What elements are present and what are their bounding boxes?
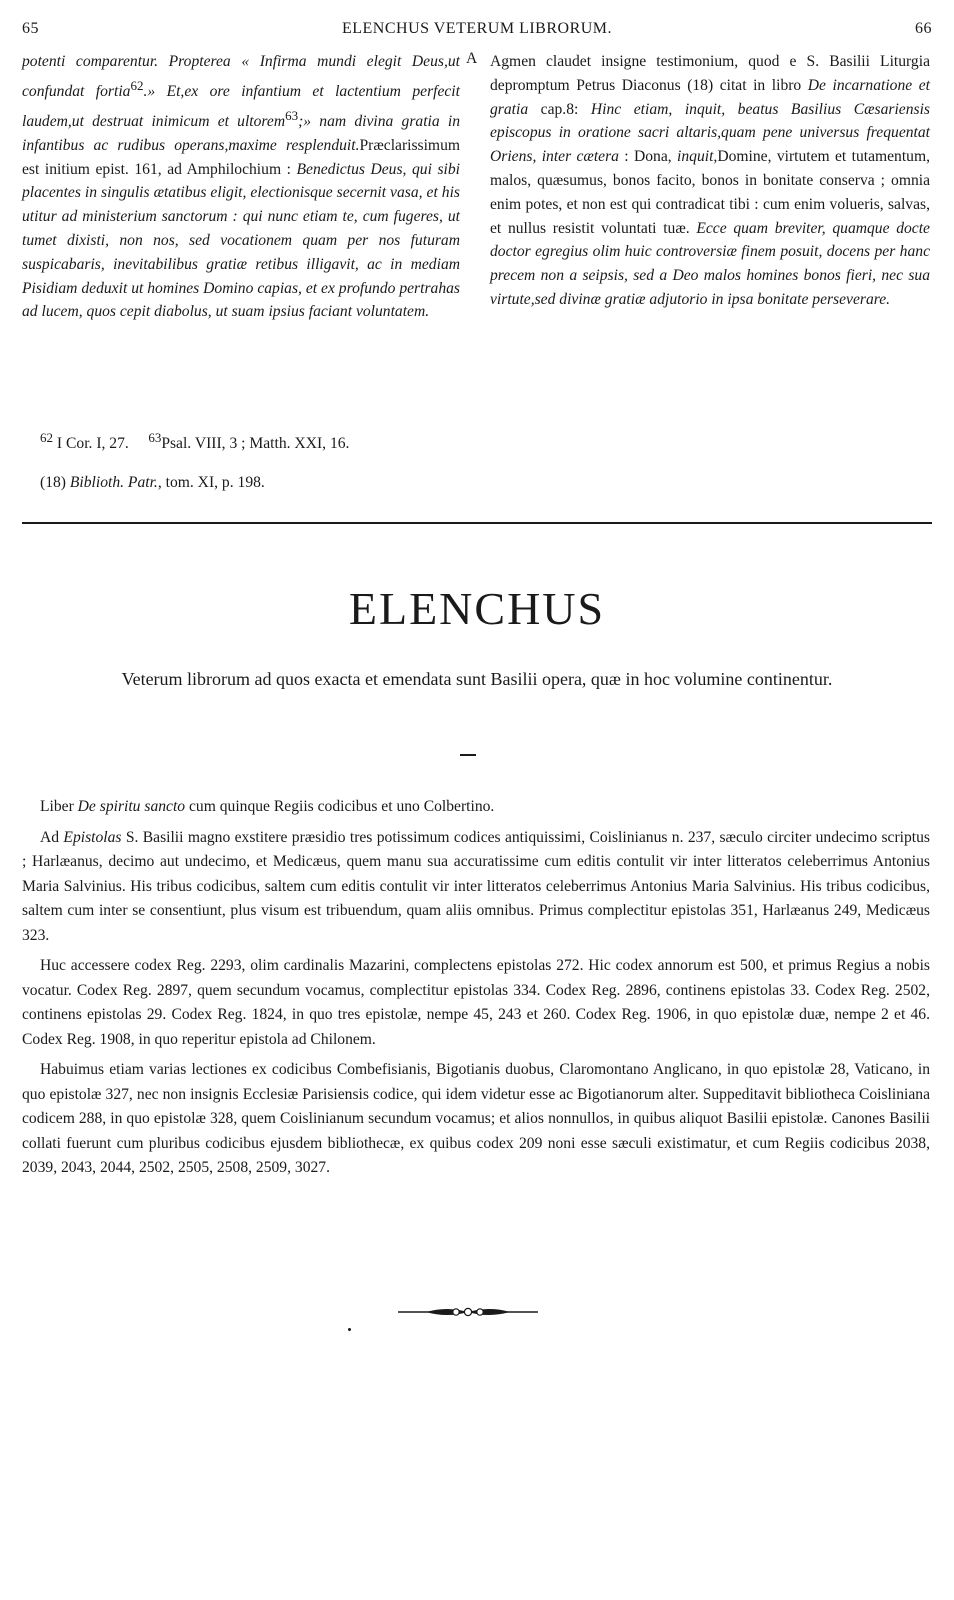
right-column-text-run: cap.8: — [528, 100, 591, 118]
body-paragraph — [22, 795, 930, 820]
footnote-18-number: (18) — [40, 474, 70, 491]
body-paragraph-run: Liber — [40, 798, 78, 815]
section-divider — [22, 522, 932, 524]
right-column-text-run: Ecce quam breviter, quamque docte doctor egregius olim huic controversiæ finem posuit, docens per hanc precem non a seipsis, sed a Deo malos homines bonos fieri, nec sua virtute,sed divinæ gratiæ adjutorio in ipsa bonitate perseverare. — [490, 219, 930, 308]
section-subtitle: Veterum librorum ad quos exacta et emendata sunt Basilii opera, quæ in hoc volumine continentur. — [121, 669, 833, 689]
body-paragraph-run: Ad — [40, 828, 64, 846]
footnote-62-text: I Cor. I, 27. — [53, 435, 129, 453]
right-column-text-run: De incarnatione et gratia — [490, 76, 930, 118]
body-paragraph-run: De spiritu sancto — [77, 798, 186, 815]
left-column-text-run: 62 — [130, 77, 144, 93]
right-column-text-run: : Dona, — [618, 148, 678, 166]
right-column — [490, 50, 930, 312]
footnote-62-marker: 62 — [40, 430, 53, 445]
right-column-text-run: inquit, — [677, 148, 718, 166]
right-column-text-run: Domine, virtutem et tutamentum, malos, quæsumus, bonos facito, bonos in bonitate conserva ; omnia enim potes, et non est qui contradicat tibi : cum enim volueris, salvas, et nullus resistit voluntati tuæ. — [490, 148, 931, 237]
right-column-text-run: Agmen claudet insigne testimonium, quod e S. Basilii Liturgia depromptum Petrus Diaconus (18) citat in libro — [490, 53, 930, 94]
page-number-right: 66 — [915, 20, 932, 37]
body-paragraph-run: Huc accessere codex Reg. 2293, olim cardinalis Mazarini, complectens epistolas 272. Hic codex annorum est 500, et primus Regius a nobis vocatur. Codex Reg. 2897, quem secundum vocamus, complectitur epistolas 334. Codex Reg. 2896, continens epistolas 33. Codex Reg. 2502, continens epistolas 29. Codex Reg. 1824, in quo tres epistolæ, nempe 45, 243 et 260. Codex Reg. 1906, in quo epistolæ duæ, nempe 2 et 46. Codex Reg. 1908, in quo reperitur epistola ad Chilonem. — [22, 957, 930, 1048]
left-column-text-run: 63 — [285, 107, 299, 123]
left-column-text-run: Præclarissimum est initium epist. 161, ad Amphilochium : — [22, 136, 460, 178]
body-paragraph — [22, 1058, 930, 1181]
left-column-text-run: potenti comparentur. Propterea « Infirma mundi elegit Deus,ut confundat fortia — [22, 53, 460, 100]
body-paragraph-run: Epistolas — [63, 828, 122, 846]
page-number-left: 65 — [22, 20, 39, 37]
ornament-icon — [398, 1306, 538, 1318]
body-paragraph — [22, 826, 930, 949]
left-column-text — [22, 50, 460, 324]
section-body — [22, 795, 930, 1181]
footnotes-left — [40, 430, 349, 453]
left-column-text-run: ;» nam divina gratia in infantibus ac rudibus operans,maxime resplenduit. — [22, 112, 460, 154]
section-title: ELENCHUS — [348, 583, 606, 634]
running-title: ELENCHUS VETERUM LIBRORUM. — [341, 20, 613, 37]
right-column-text — [490, 50, 930, 312]
left-column-text-run: .» Et,ex ore infantium et lactentium perfecit laudem,ut destruat inimicum et ultorem — [22, 82, 460, 130]
right-column-text-run: Hinc etiam, inquit, beatus Basilius Cæsariensis episcopus in oratione sacri altaris,quam pene universus frequentat Oriens, inter cætera — [490, 100, 930, 166]
body-paragraph-run: Habuimus etiam varias lectiones ex codicibus Combefisianis, Bigotianis duobus, Claromontano Anglicano, in quo epistolæ 28, Vaticano, in quo epistolæ 327, nec non insignis Ecclesiæ Parisiensis codice, qui idem videtur esse ac Bigotianorum alter. Suppeditavit bibliotheca Coisliniana codicem 288, in quo epistolæ 328, quem Coislinianum secundum vocamus; et alios nonnullos, in quibus aliquot Basilii epistolæ. Canones Basilii collati fuerunt cum pluribus codicibus ejusdem bibliothecæ, ex quibus codex 209 noni esse sæculi existimatur, et cum Regiis codicibus 2038, 2039, 2043, 2044, 2502, 2505, 2508, 2509, 3027. — [22, 1061, 930, 1176]
footnote-18-rest: , tom. XI, p. 198. — [157, 474, 265, 491]
footnote-63-marker: 63 — [148, 430, 162, 445]
footnote-18-title: Biblioth. Patr. — [69, 474, 158, 491]
body-paragraph-run: S. Basilii magno exstitere præsidio tres potissimum codices antiquissimi, Coislinianus n. 237, sæculo circiter undecimo scriptus ; Harlæanus, decimo aut undecimo, et Medicæus, quem manu sua accuratissime cum editis contulit vir inter litteratos celeberrimus Antonius Maria Salvinius. His tribus codicibus, saltem cum editis contulit vir inter litteratos celeberrimus Antonius Maria Salvinius. His tribus codicibus, saltem cum inter se consentiunt, plus visum est tribuendum, quam aliis omnibus. Primus complectitur epistolas 351, Harlæanus 249, Medicæus 323. — [22, 828, 930, 944]
body-paragraph-run: cum quinque Regiis codicibus et uno Colbertino. — [185, 798, 495, 815]
stray-dot — [348, 1328, 351, 1331]
column-marker: A — [466, 50, 478, 67]
running-header — [22, 20, 932, 42]
footnote-18 — [40, 474, 265, 492]
footnote-63-text: Psal. VIII, 3 ; Matth. XXI, 16. — [161, 435, 350, 453]
short-dash — [460, 754, 476, 756]
body-paragraph — [22, 954, 930, 1052]
left-column — [22, 50, 460, 324]
left-column-text-run: Benedictus Deus, qui sibi placentes in singulis ætatibus eligit, electionisque secernit vasa, et his utitur ad ministerium sanctorum : qui nunc etiam te, cum fugeres, ut tumet dixisti, non nos, sed vocationem quam per nos futuram suspicabaris, inevitabilibus gratiæ retibus illigavit, ac in mediam Pisidiam deduxit ut homines Domino capias, et ex profundo pertrahas ad lucem, quos cepit diabolus, ut suam ipsius faciant voluntatem. — [22, 160, 460, 321]
